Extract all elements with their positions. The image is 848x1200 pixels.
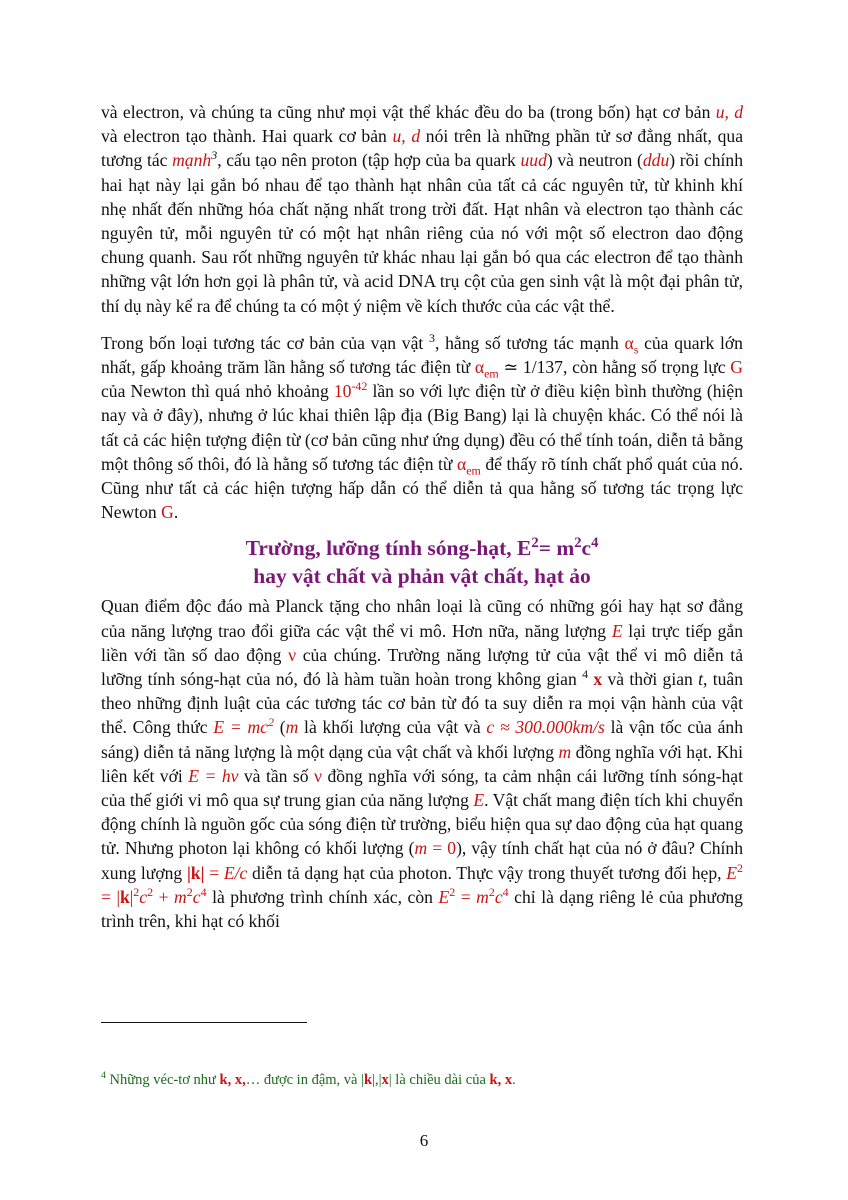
text: lần so với lực điện từ ở điều kiện bình thường (hiện nay và ở đây), nhưng ở lúc khai thiên lập địa (Big Bang) lại là chuyện khác. Có thể nói là tất cả các hiện tượng điện từ (cơ bản cũng như ứng dụng) đều có thể tính toán, diễn tả bằng một thông số thôi, đó là hằng số tương tác điện từ (101, 381, 743, 474)
text: ) rồi chính hai hạt này lại gắn bó nhau để tạo thành hạt nhân của tất cả các nguyên tử, từ khinh khí nhẹ nhất đến những hóa chất nặng nhất trong trời đất. Hạt nhân và electron tạo thành các nguyên tử, mỗi nguyên tử có một hạt nhân riêng của nó với một số electron dao động chung quanh. Sau rốt những nguyên tử khác nhau lại gắn bó qua các electron để tạo thành những vật lớn hơn gọi là phân tử, và acid DNA trụ cột của gen sinh vật là một đại phân tử, thí dụ này kể ra để chúng ta có một ý niệm về kích thước của các vật thể. (101, 150, 743, 316)
footnote-number: 4 (101, 1070, 106, 1082)
formula-emc2: $E = mc^2$ (213, 715, 274, 738)
alpha-em: $\alpha_{em}$ (457, 453, 481, 478)
text: và electron tạo thành. Hai quark cơ bản (101, 126, 393, 147)
quark-ddu: ddu (642, 150, 670, 171)
constant-g: G (161, 502, 174, 523)
text: để thấy rõ tính chất phổ quát của nó. Cũng như tất cả các hiện tượng hấp dẫn có thể diễn tả qua hằng số tương tác trọng lực Newton (101, 453, 743, 523)
constant-g: G (730, 357, 743, 378)
quark-symbol: u, d (392, 126, 421, 147)
paragraph-3: Quan điểm độc đáo mà Planck tặng cho nhân loại là cũng có những gói hay hạt sơ đẳng của năng lượng trao đổi giữa các vật thể vi mô. Hơn nữa, năng lượng E lại trực tiếp gắn liền với tần số dao động ν của chúng. Trường năng lượng tử của vật thể vi mô diễn tả lưỡng tính sóng-hạt của nó, đó là hàm tuần hoàn trong không gian $^4$ x và thời gian t, tuân theo những định luật của các tương tác cơ bản từ đó ta suy diễn ra mọi vận hành của vật thể. Công thức $E = mc^2$ (m là khối lượng của vật và c ≈ 300.000km/s là vận tốc của ánh sáng) diễn tả năng lượng là một dạng của vật chất và khối lượng m đồng nghĩa với hạt. Khi liên kết với E = hν và tần số ν đồng nghĩa với sóng, ta cảm nhận cái lưỡng tính sóng-hạt của thế giới vi mô qua sự trung gian của năng lượng E. Vật chất mang điện tích khi chuyển động chính là nguồn gốc của sóng điện từ trường, biểu hiện qua sự dao động của hạt quang tử. Nhưng photon lại không có khối lượng (m = 0), vậy tính chất hạt của nó ở đâu? Chính xung lượng |k| = E/c diễn tả dạng hạt của photon. Thực vậy trong thuyết tương đối hẹp, $E^2 = |k|^2c^2 + m^2c^4$ là phương trình chính xác, còn $E^2 = m^2c^4$ chỉ là dạng riêng lẻ của phương trình trên, khi hạt có khối (101, 596, 744, 932)
footnote-ref: 3 (429, 330, 435, 345)
footnote: $^4$ Những véc-tơ như k, x,… được in đậm, và |k|,|x| là chiều dài của k, x. (101, 1070, 516, 1088)
mass-zero: m = 0 (414, 838, 457, 859)
quark-uud: uud (520, 150, 547, 171)
text: , còn hằng số trọng lực (562, 357, 731, 378)
text: Trong bốn loại tương tác cơ bản của vạn vật (101, 332, 430, 353)
footnote-divider (101, 1022, 307, 1023)
ratio-value: $10^{-42}$ (333, 379, 368, 402)
text: , hằng số tương tác mạnh (435, 332, 625, 353)
alpha-s: $\alpha_s$ (624, 332, 639, 357)
text: và electron, và chúng ta cũng như mọi vật thể khác đều do ba (trong bốn) hạt cơ bản (101, 102, 716, 122)
heading-line-1: Trường, lưỡng tính sóng-hạt, $E^2= m^2c^4$ (245, 535, 599, 561)
formula-rest: $E^2 = m^2c^4$ (438, 885, 509, 907)
text: ≃ 1/137 (498, 357, 563, 378)
text: của Newton thì quá nhỏ khoảng (101, 381, 334, 402)
text: nói trên là những phần tử sơ đẳng nhất, qua tương tác (101, 126, 744, 171)
paragraph-1 (101, 100, 743, 318)
alpha-em: $\alpha_{em}$ (474, 357, 499, 381)
quark-symbol: u, d (715, 102, 743, 122)
page-number: 6 (419, 1131, 429, 1150)
text: của quark lớn nhất, gấp khoảng trăm lần hằng số tương tác điện từ (101, 332, 743, 378)
page-content (101, 100, 743, 933)
term-strong: mạnh (172, 150, 212, 171)
footnote-ref: 3 (211, 148, 218, 163)
section-heading (101, 534, 743, 590)
heading-line-2: hay vật chất và phản vật chất, hạt ảo (253, 564, 591, 589)
paragraph-2 (101, 331, 743, 525)
text: . (173, 502, 179, 523)
text: , cấu tạo nên proton (tập hợp của ba quark (217, 150, 521, 171)
formula-relativistic: $E^2 = |k|^2c^2 + m^2c^4$ (101, 860, 743, 907)
text: ) và neutron ( (546, 150, 643, 171)
